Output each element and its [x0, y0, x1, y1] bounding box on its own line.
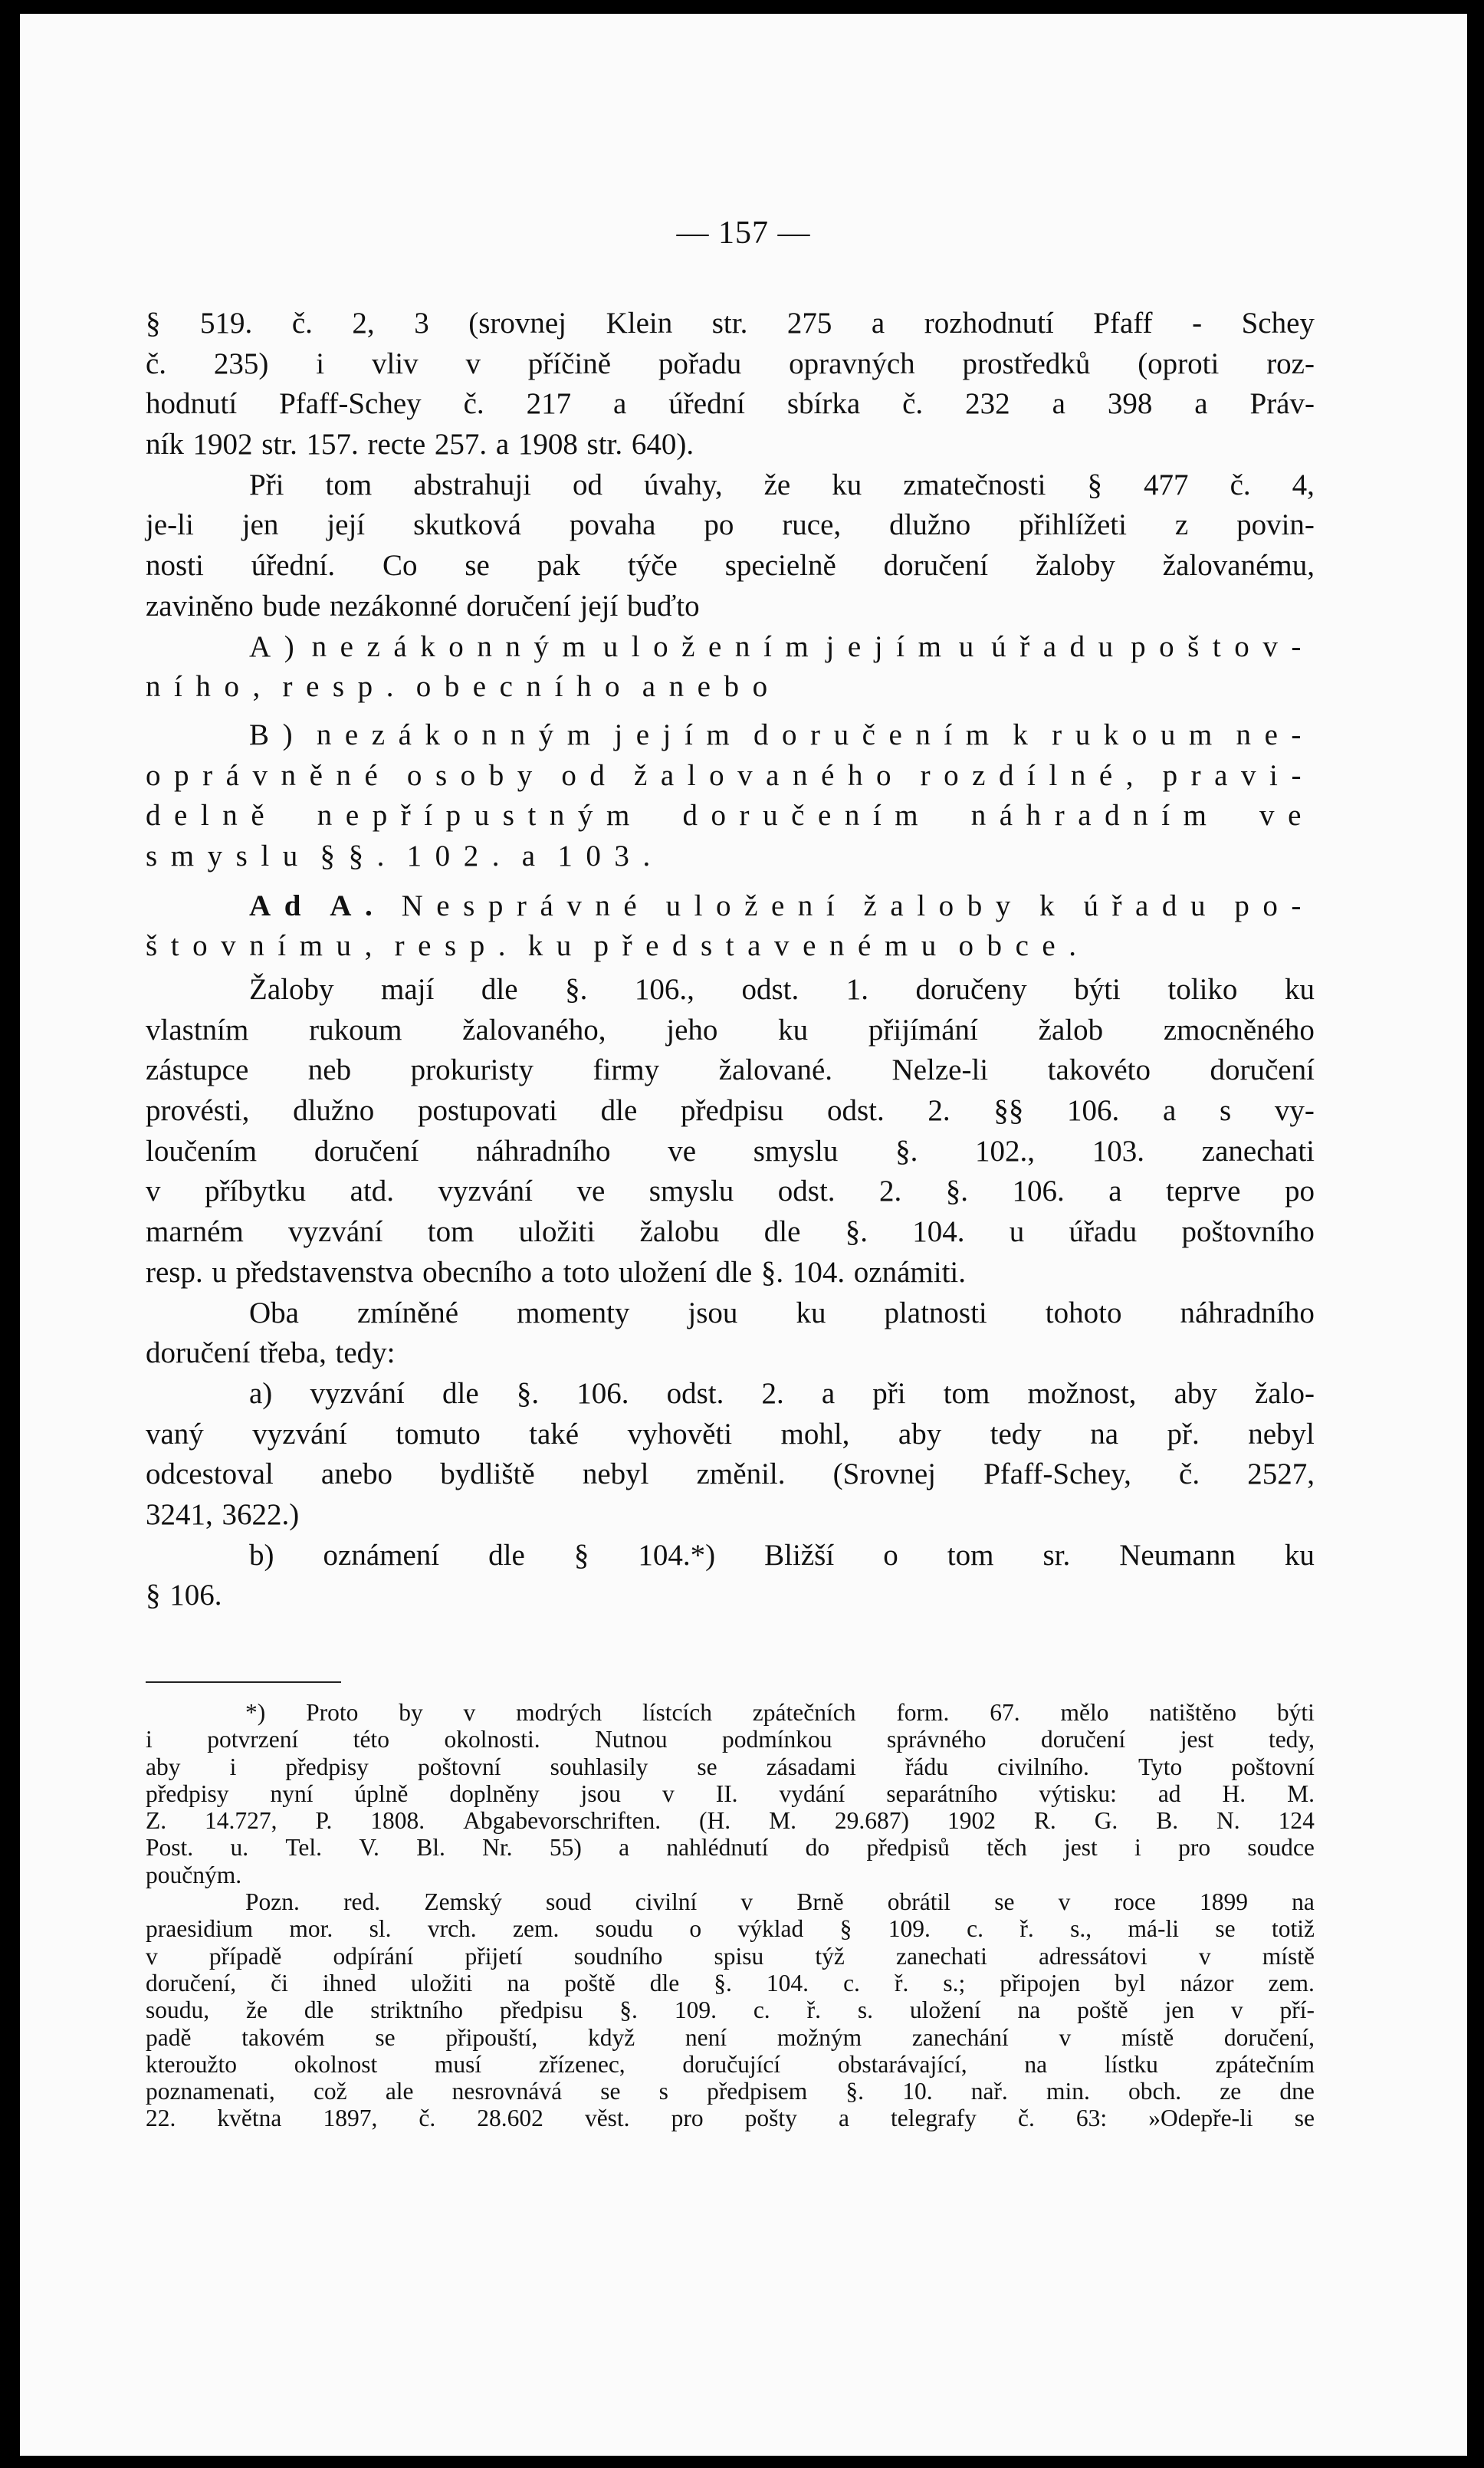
- text-line: ník 1902 str. 157. recte 257. a 1908 str. 640).: [146, 428, 694, 462]
- text-line: smyslu §§. 102. a 103.: [146, 839, 664, 873]
- text-line: Oba zmíněné momenty jsou ku platnosti tohoto náhradního: [249, 1296, 1315, 1329]
- main-text: [146, 304, 1315, 1616]
- footnote-line: Z. 14.727, P. 1808. Abgabevorschriften. (H. M. 29.687) 1902 R. G. B. N. 124: [146, 1807, 1315, 1835]
- footnote-line: *) Proto by v modrých lístcích zpátečních form. 67. mělo natištěno býti: [245, 1699, 1315, 1726]
- footnote-line: aby i předpisy poštovní souhlasily se zásadami řádu civilního. Tyto poštovní: [146, 1753, 1315, 1780]
- footnote-line: soudu, že dle striktního předpisu §. 109. c. ř. s. uložení na poště jen v pří-: [146, 1996, 1315, 2024]
- footnote-line: Post. u. Tel. V. Bl. Nr. 55) a nahlédnutí do předpisů těch jest i pro soudce: [146, 1834, 1315, 1862]
- footnote-line: v případě odpírání přijetí soudního spisu týž zanechati adressátovi v místě: [146, 1942, 1315, 1970]
- footnote-line: praesidium mor. sl. vrch. zem. soudu o výklad § 109. c. ř. s., má-li se totiž: [146, 1915, 1315, 1943]
- text-line: delně nepřípustným doručením náhradním ve: [146, 799, 1315, 833]
- footnote-line: padě takovém se připouští, když není možným zanechání v místě doručení,: [146, 2023, 1315, 2051]
- footnote-line: doručení, či ihned uložiti na poště dle §. 104. c. ř. s.; připojen byl názor zem.: [146, 1969, 1315, 1996]
- text-line: hodnutí Pfaff-Schey č. 217 a úřední sbírka č. 232 a 398 a Práv-: [146, 387, 1315, 421]
- footnote-line: i potvrzení této okolnosti. Nutnou podmínkou správného doručení jest tedy,: [146, 1726, 1315, 1753]
- text-line: odcestoval anebo bydliště nebyl změnil. (Srovnej Pfaff-Schey, č. 2527,: [146, 1457, 1315, 1491]
- text-line: A) nezákonným uložením jejím u úřadu poštov-: [249, 629, 1315, 663]
- text-line: oprávněné osoby od žalovaného rozdílné, pravi-: [146, 758, 1315, 792]
- text-line: štovnímu, resp. ku představenému obce.: [146, 929, 1090, 963]
- text-line: B) nezákonným jejím doručením k rukoum ne-: [249, 718, 1315, 751]
- text-line: marném vyzvání tom uložiti žalobu dle §. 104. u úřadu poštovního: [146, 1215, 1315, 1249]
- text-line: 3241, 3622.): [146, 1497, 300, 1531]
- text-line: b) oznámení dle § 104.*) Bližší o tom sr. Neumann ku: [249, 1538, 1315, 1572]
- text-line: § 106.: [146, 1579, 222, 1612]
- text-line: ního, resp. obecního anebo: [146, 670, 781, 704]
- text-line: vlastním rukoum žalovaného, jeho ku přijímání žalob zmocněného: [146, 1013, 1315, 1047]
- text-line: Žaloby mají dle §. 106., odst. 1. doručeny býti toliko ku: [249, 973, 1315, 1006]
- text-line: zaviněno bude nezákonné doručení její buďto: [146, 589, 700, 623]
- text-line: zástupce neb prokuristy firmy žalované. Nelze-li takovéto doručení: [146, 1053, 1315, 1087]
- text-line: provésti, dlužno postupovati dle předpisu odst. 2. §§ 106. a s vy-: [146, 1094, 1315, 1128]
- text-line: § 519. č. 2, 3 (srovnej Klein str. 275 a rozhodnutí Pfaff - Schey: [146, 307, 1315, 340]
- page-number: — 157 —: [676, 215, 811, 251]
- text-line: Při tom abstrahuji od úvahy, že ku zmatečnosti § 477 č. 4,: [249, 468, 1315, 501]
- text-line: je-li jen její skutková povaha po ruce, dlužno přihlížeti z povin-: [146, 508, 1315, 542]
- text-line: v příbytku atd. vyzvání ve smyslu odst. 2. §. 106. a teprve po: [146, 1175, 1315, 1208]
- footnote-line: poučným.: [146, 1861, 242, 1888]
- text-line: a) vyzvání dle §. 106. odst. 2. a při tom možnost, aby žalo-: [249, 1376, 1315, 1410]
- text-line: vaný vyzvání tomuto také vyhověti mohl, aby tedy na př. nebyl: [146, 1417, 1315, 1451]
- footnote-line: poznamenati, což ale nesrovnává se s předpisem §. 10. nař. min. obch. ze dne: [146, 2078, 1315, 2105]
- text-line: resp. u představenstva obecního a toto uložení dle §. 104. oznámiti.: [146, 1255, 966, 1289]
- footnote-line: 22. května 1897, č. 28.602 věst. pro pošty a telegrafy č. 63: »Odepře-li se: [146, 2105, 1315, 2132]
- text-line: č. 235) i vliv v příčině pořadu opravných prostředků (oproti roz-: [146, 347, 1315, 380]
- text-line: doručení třeba, tedy:: [146, 1336, 396, 1370]
- footnote-line: kteroužto okolnost musí zřízenec, doručující obstarávající, na lístku zpátečním: [146, 2050, 1315, 2078]
- footnote-separator: [146, 1681, 341, 1683]
- text-line: loučením doručení náhradního ve smyslu §. 102., 103. zanechati: [146, 1134, 1315, 1168]
- scanned-page: [20, 14, 1467, 2456]
- footnotes: [146, 1699, 1315, 2132]
- footnote-line: Pozn. red. Zemský soud civilní v Brně obrátil se v roce 1899 na: [245, 1888, 1315, 1916]
- text-line: Ad A. Nesprávné uložení žaloby k úřadu po-: [249, 889, 1315, 922]
- footnote-line: předpisy nyní úplně doplněny jsou v II. vydání separátního výtisku: ad H. M.: [146, 1780, 1315, 1807]
- text-line: nosti úřední. Co se pak týče specielně doručení žaloby žalovanému,: [146, 549, 1315, 583]
